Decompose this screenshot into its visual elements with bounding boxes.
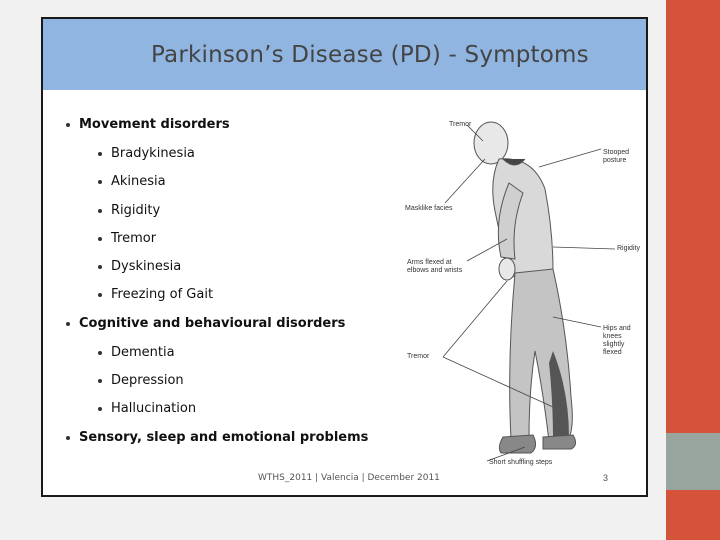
bullet-sensory-problems: Sensory, sleep and emotional problems xyxy=(79,430,368,445)
parkinson-figure-illustration xyxy=(403,101,643,473)
bullet-rigidity: Rigidity xyxy=(111,203,160,218)
accent-bar-red-bottom xyxy=(666,490,720,540)
label-hips-knees: Hips and knees slightly flexed xyxy=(603,325,631,356)
bullet-bradykinesia: Bradykinesia xyxy=(111,146,195,161)
bullet-dementia: Dementia xyxy=(111,345,175,360)
label-arms-flexed: Arms flexed at elbows and wrists xyxy=(407,259,463,274)
label-shuffling-steps: Short shuffling steps xyxy=(489,459,553,466)
label-stooped-posture: Stooped posture xyxy=(603,149,630,164)
bullet-hallucination: Hallucination xyxy=(111,401,196,416)
bullet-freezing-of-gait: Freezing of Gait xyxy=(111,287,213,302)
label-tremor-bottom: Tremor xyxy=(407,353,430,360)
label-tremor-top: Tremor xyxy=(449,121,472,128)
slide-footer: WTHS_2011 | Valencia | December 2011 xyxy=(258,473,440,483)
slide-title: Parkinson’s Disease (PD) - Symptoms xyxy=(151,42,589,68)
slide-header xyxy=(43,19,646,90)
bullet-depression: Depression xyxy=(111,373,184,388)
bullet-cognitive-disorders: Cognitive and behavioural disorders xyxy=(79,316,345,331)
accent-bar-gray xyxy=(666,433,720,490)
bullet-tremor: Tremor xyxy=(111,231,156,246)
slide xyxy=(41,17,648,497)
accent-bar-red xyxy=(666,0,720,433)
bullet-dyskinesia: Dyskinesia xyxy=(111,259,181,274)
slide-page-number: 3 xyxy=(603,473,609,483)
label-rigidity: Rigidity xyxy=(617,245,640,252)
bullet-movement-disorders: Movement disorders xyxy=(79,117,230,132)
label-masklike-facies: Masklike facies xyxy=(405,205,453,212)
bullet-akinesia: Akinesia xyxy=(111,174,166,189)
